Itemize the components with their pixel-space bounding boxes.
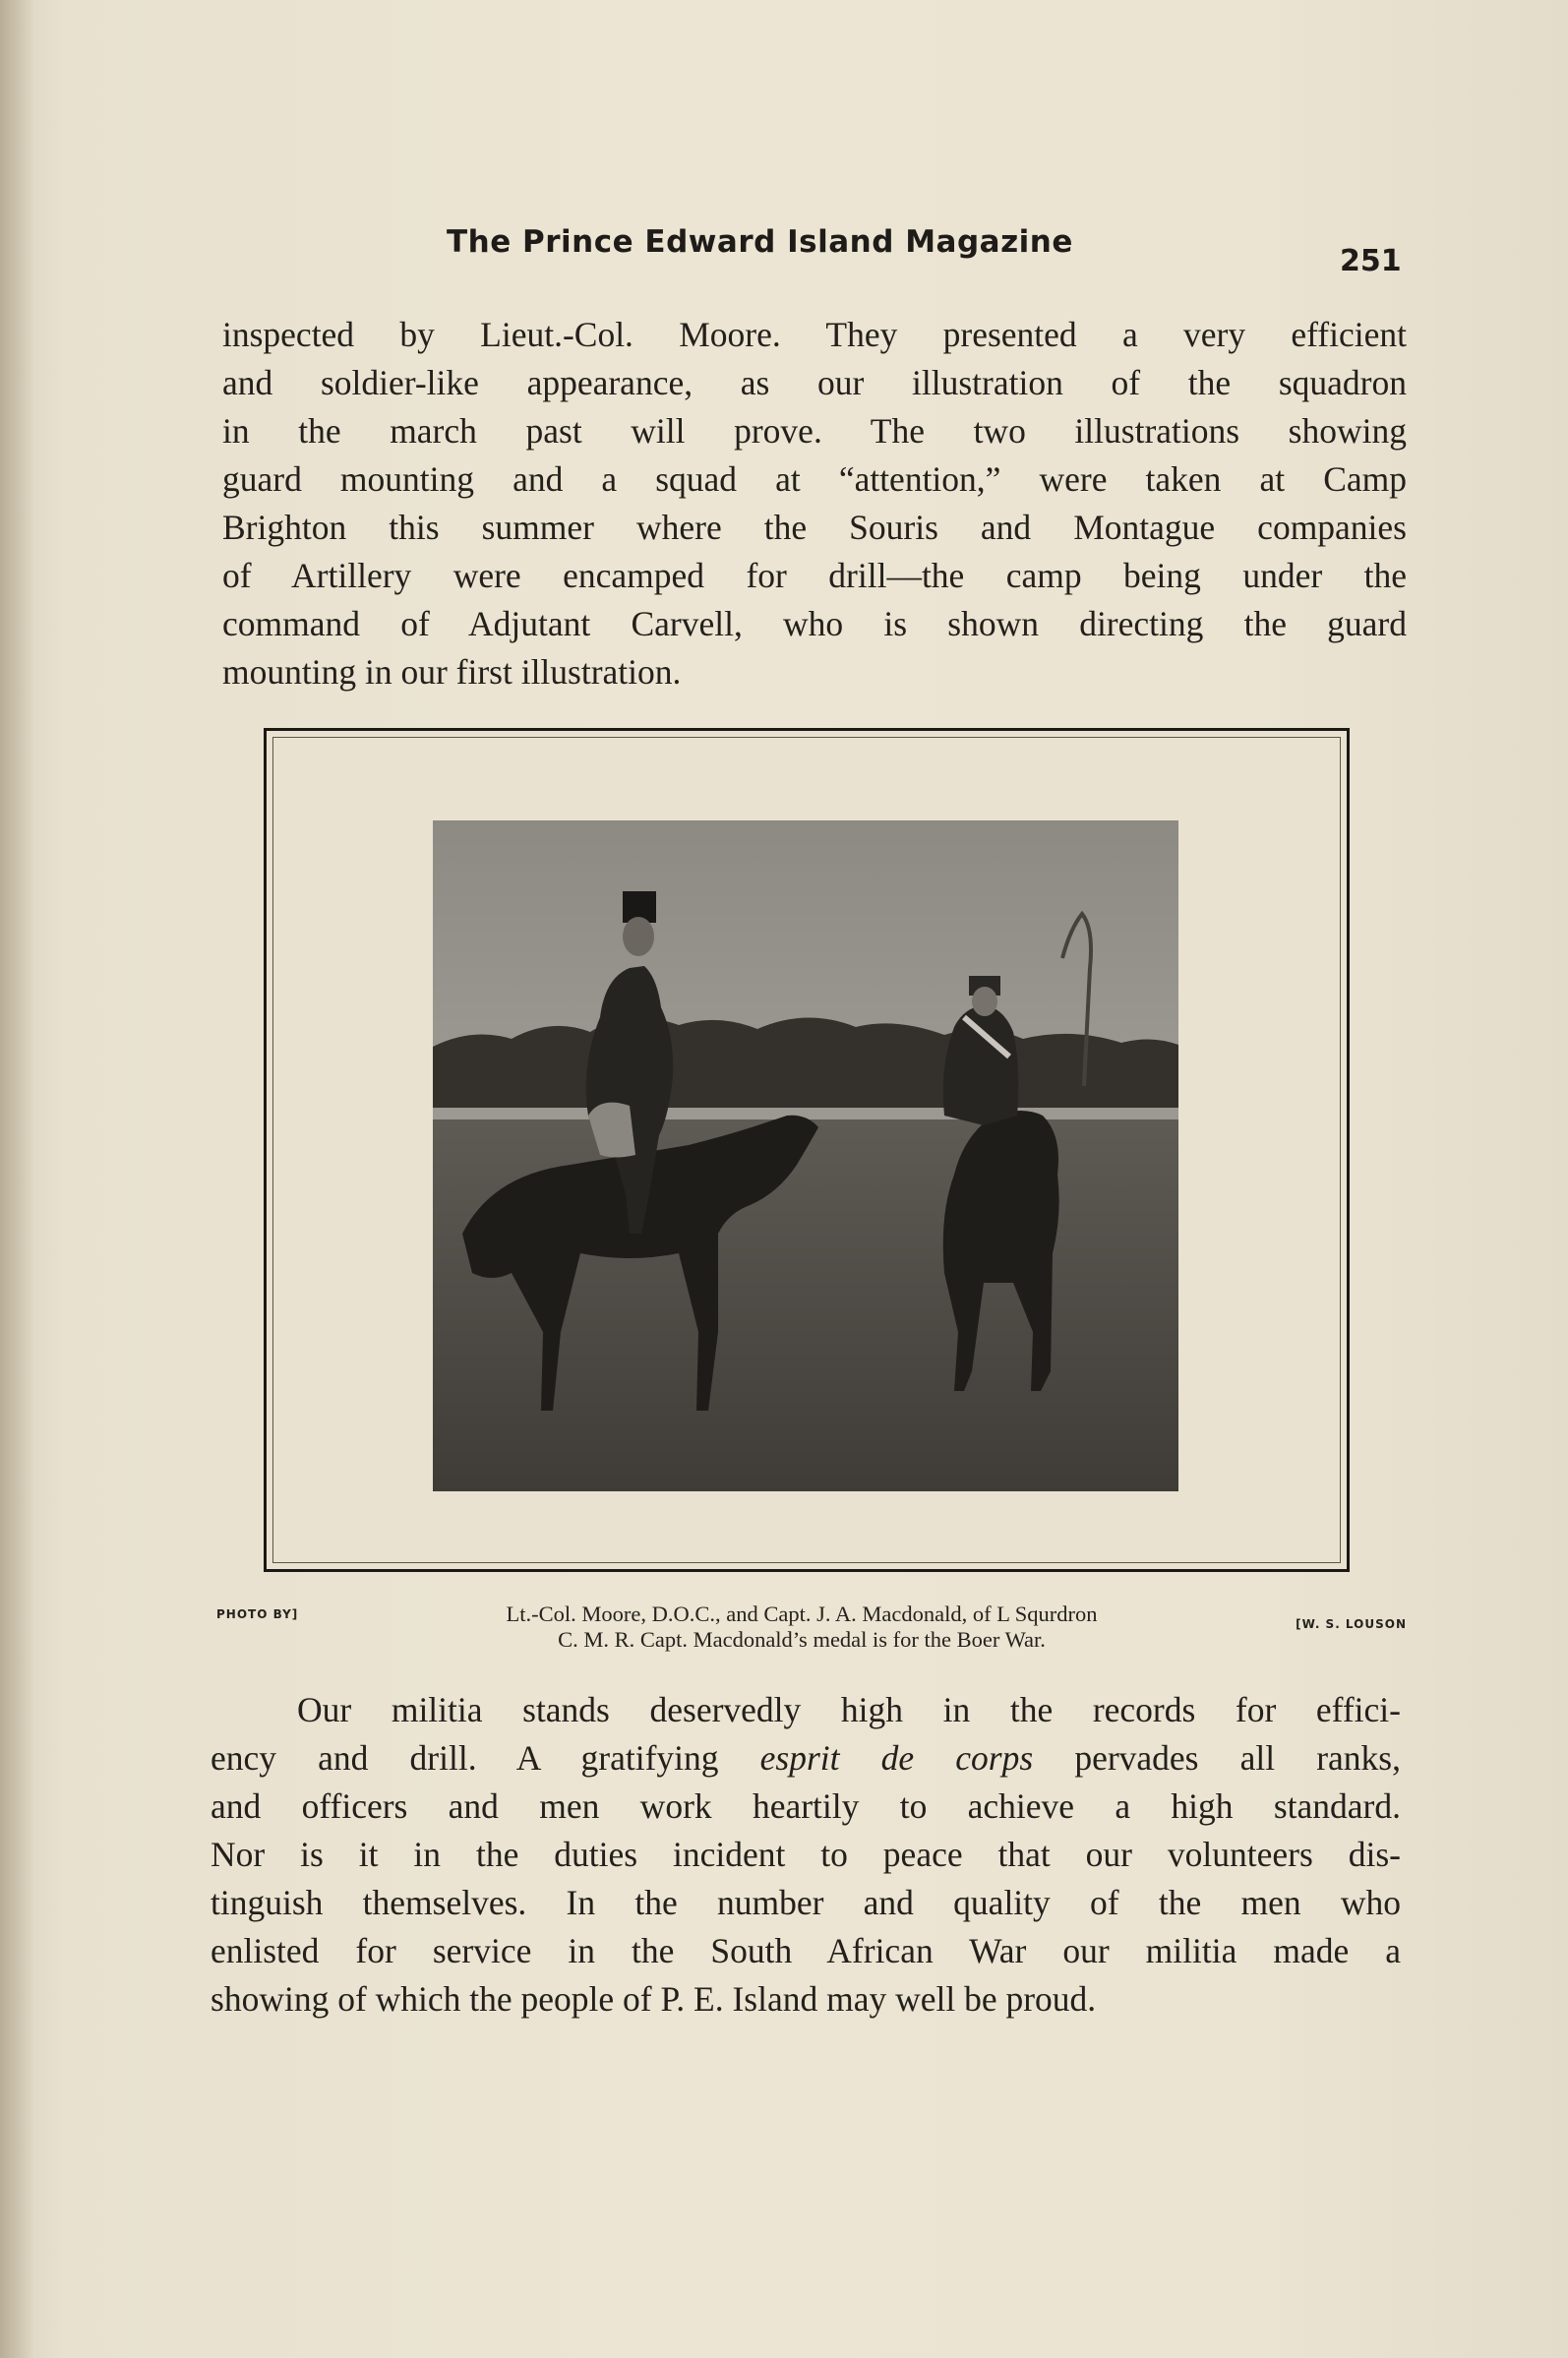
text-line: showing of which the people of P. E. Island may well be proud. xyxy=(211,1979,1097,2019)
text-line: Brighton this summer where the Souris and Montague companies xyxy=(222,508,1407,547)
running-head: The Prince Edward Island Magazine xyxy=(447,224,1073,260)
page-number: 251 xyxy=(1340,244,1402,278)
text-line: inspected by Lieut.-Col. Moore. They presented a very efficient xyxy=(222,315,1407,354)
text-line: enlisted for service in the South African War our militia made a xyxy=(211,1931,1401,1970)
photograph-two-mounted-officers xyxy=(433,820,1178,1491)
italic-phrase: esprit de corps xyxy=(759,1738,1034,1778)
paragraph-two xyxy=(211,1686,1401,2024)
caption-text xyxy=(359,1602,1244,1653)
text-line: of Artillery were encamped for drill—the camp being under the xyxy=(222,556,1407,595)
text-run: ency and drill. A gratifying xyxy=(211,1738,760,1778)
text-line: tinguish themselves. In the number and quality of the men who xyxy=(211,1883,1401,1922)
photographer-name: [W. S. LOUSON xyxy=(1296,1617,1407,1631)
photo-credit-label: PHOTO BY] xyxy=(216,1607,299,1621)
text-line: guard mounting and a squad at “attention,” were taken at Camp xyxy=(222,459,1407,499)
text-line: Our militia stands deservedly high in the records for effici- xyxy=(297,1690,1401,1729)
book-gutter xyxy=(0,0,33,2358)
text-run: pervades all ranks, xyxy=(1033,1738,1402,1778)
text-line: in the march past will prove. The two illustrations showing xyxy=(222,411,1407,451)
text-line: mounting in our first illustration. xyxy=(222,652,682,692)
text-line xyxy=(211,1734,1401,1783)
text-line: command of Adjutant Carvell, who is shown directing the guard xyxy=(222,604,1407,643)
figure-caption xyxy=(216,1602,1407,1661)
caption-line: C. M. R. Capt. Macdonald’s medal is for the Boer War. xyxy=(558,1627,1046,1652)
text-line: and soldier-like appearance, as our illustration of the squadron xyxy=(222,363,1407,402)
text-line: Nor is it in the duties incident to peace that our volunteers dis- xyxy=(211,1835,1401,1874)
paragraph-one xyxy=(222,311,1407,696)
caption-line: Lt.-Col. Moore, D.O.C., and Capt. J. A. Macdonald, of L Squrdron xyxy=(506,1602,1098,1626)
text-line: and officers and men work heartily to achieve a high standard. xyxy=(211,1786,1401,1826)
